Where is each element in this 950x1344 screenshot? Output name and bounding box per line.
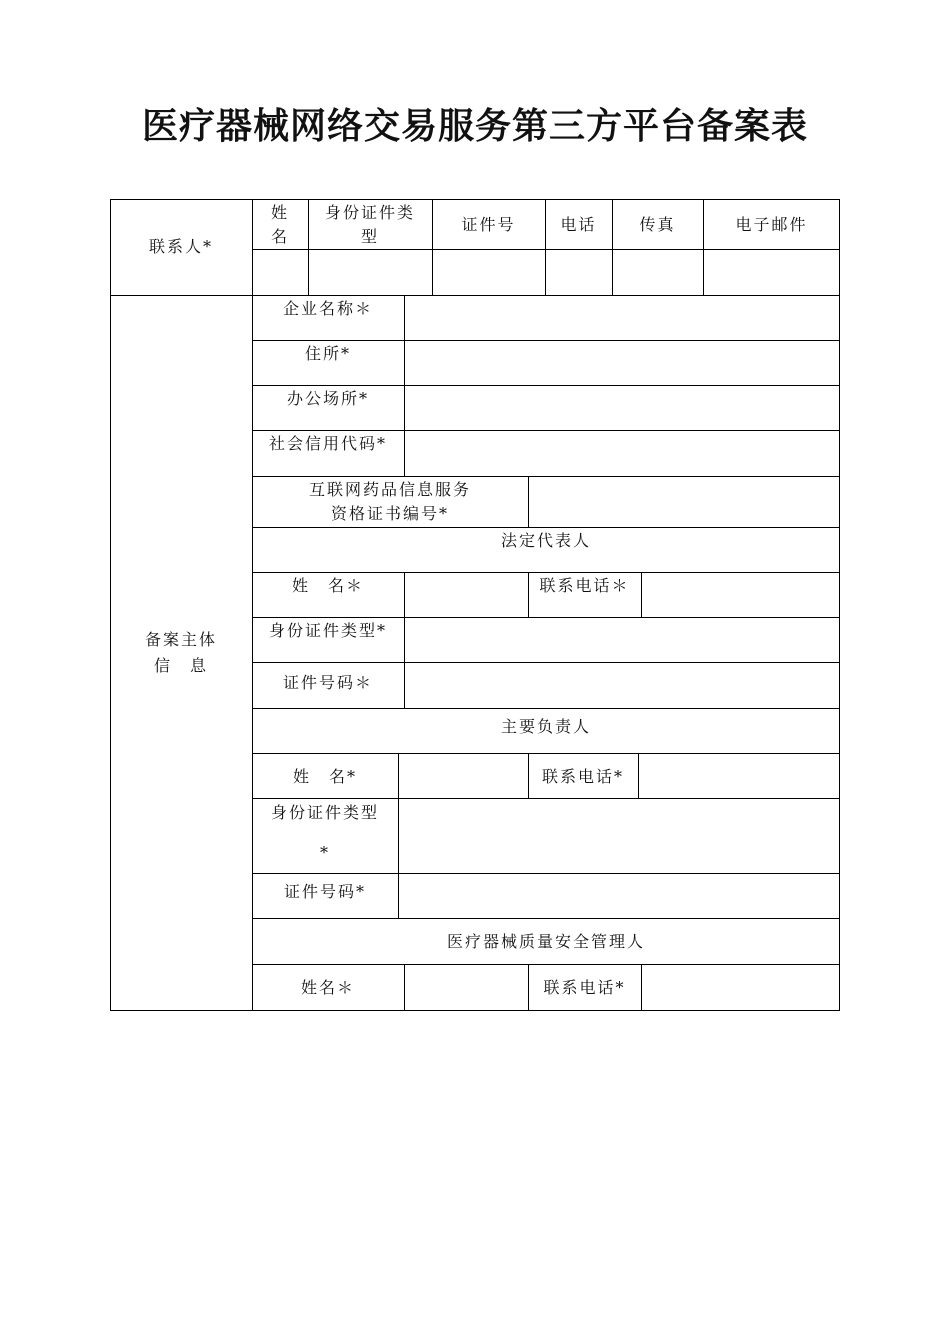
contact-phone-field[interactable] [546, 250, 612, 295]
entity-info-label-line1: 备案主体 [144, 630, 217, 649]
address-field[interactable] [405, 341, 838, 385]
contact-name-header-line1: 姓 [270, 203, 289, 222]
contact-idno-field[interactable] [433, 250, 545, 295]
license-number-label-line2: 资格证书编号* [330, 504, 449, 523]
contact-email-header: 电子邮件 [735, 215, 808, 234]
contact-idtype-field[interactable] [309, 250, 432, 295]
quality-manager-phone-field[interactable] [642, 965, 838, 1009]
legal-rep-phone-field[interactable] [642, 573, 838, 617]
form-title: 医疗器械网络交易服务第三方平台备案表 [141, 105, 808, 147]
principal-phone-field[interactable] [639, 754, 838, 798]
principal-idtype-field[interactable] [399, 799, 838, 873]
legal-rep-header: 法定代表人 [500, 531, 591, 550]
company-name-field[interactable] [405, 296, 838, 340]
entity-info-label-line2: 信 息 [153, 656, 208, 675]
quality-manager-phone-label: 联系电话* [543, 978, 626, 997]
principal-idno-field[interactable] [399, 874, 838, 918]
contact-person-label: 联系人* [148, 237, 213, 256]
legal-rep-idtype-field[interactable] [405, 618, 838, 662]
contact-fax-field[interactable] [613, 250, 703, 295]
row-divider [252, 918, 840, 919]
principal-phone-label: 联系电话* [541, 767, 624, 786]
row-divider [252, 527, 840, 528]
credit-code-label: 社会信用代码* [268, 434, 387, 453]
row-divider [252, 708, 840, 709]
contact-idno-header: 证件号 [461, 215, 516, 234]
contact-idtype-header-line2: 型 [360, 227, 379, 246]
registration-form-table [110, 199, 840, 1011]
contact-phone-header: 电话 [560, 215, 597, 234]
principal-header: 主要负责人 [500, 717, 591, 736]
credit-code-field[interactable] [405, 431, 838, 476]
legal-rep-idno-label: 证件号码＊ [282, 673, 373, 692]
contact-idtype-header-line1: 身份证件类 [324, 203, 415, 222]
quality-manager-name-label: 姓名＊ [300, 978, 355, 997]
contact-email-field[interactable] [704, 250, 838, 295]
license-number-label-line1: 互联网药品信息服务 [308, 480, 471, 499]
legal-rep-name-label: 姓 名＊ [291, 576, 364, 595]
quality-manager-header: 医疗器械质量安全管理人 [446, 932, 645, 951]
legal-rep-idtype-label: 身份证件类型* [268, 621, 387, 640]
principal-idtype-label-line2: * [320, 843, 330, 862]
principal-name-field[interactable] [399, 754, 528, 798]
office-label: 办公场所* [286, 389, 369, 408]
principal-idtype-label-line1: 身份证件类型 [270, 803, 379, 822]
contact-name-field[interactable] [253, 250, 308, 295]
legal-rep-idno-field[interactable] [405, 663, 838, 708]
principal-idno-label: 证件号码* [283, 882, 366, 901]
principal-name-label: 姓 名* [292, 767, 357, 786]
office-field[interactable] [405, 386, 838, 430]
license-number-field[interactable] [529, 477, 838, 527]
contact-name-header-line2: 名 [270, 227, 289, 246]
legal-rep-phone-label: 联系电话＊ [539, 576, 630, 595]
legal-rep-name-field[interactable] [405, 573, 528, 617]
company-name-label: 企业名称＊ [282, 299, 373, 318]
quality-manager-name-field[interactable] [405, 965, 528, 1009]
contact-fax-header: 传真 [639, 215, 676, 234]
address-label: 住所* [304, 344, 351, 363]
